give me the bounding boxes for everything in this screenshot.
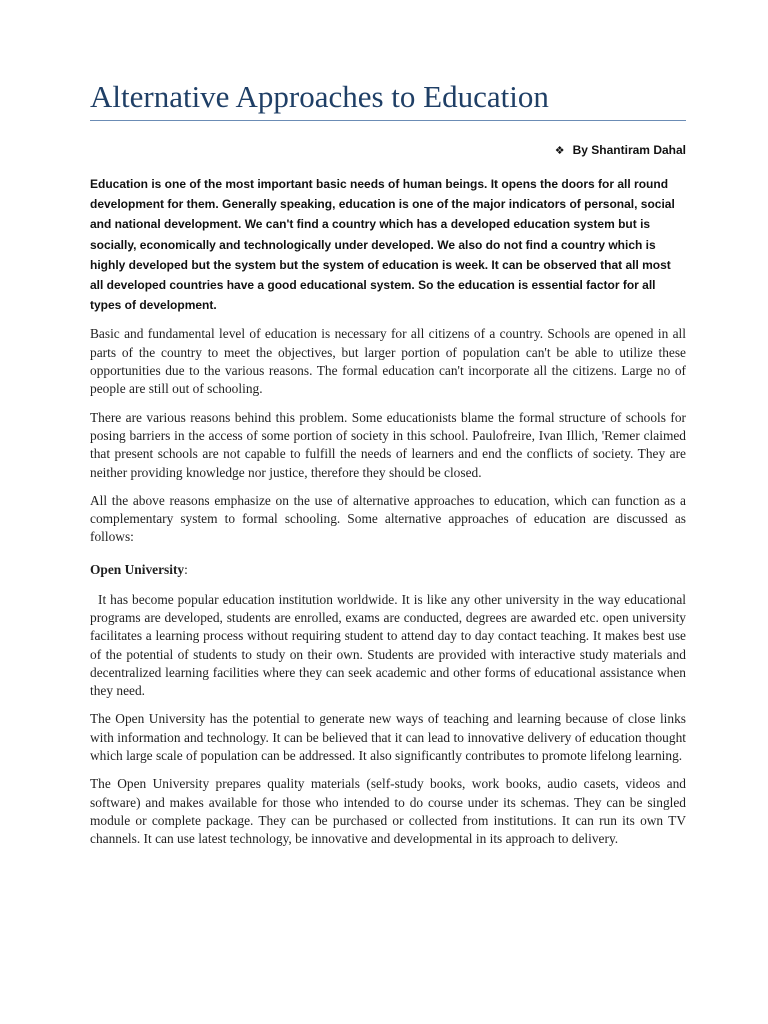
body-paragraph-3: All the above reasons emphasize on the use of alternative approaches to education, which can function as a complementary system to formal schooling. Some alternative approaches of education are discussed as follows: [90, 492, 686, 545]
byline-author: By Shantiram Dahal [572, 143, 686, 157]
intro-paragraph: Education is one of the most important basic needs of human beings. It opens the doors for all round development for them. Generally speaking, education is one of the major indicators of personal, social and national development. We can't find a country which has a developed education system but is socially, economically and technologically under developed. We also do not find a country which is highly developed but the system but the system of education is week. It can be observed that all most all developed countries have a good educational system. So the education is essential factor for all types of development. [90, 177, 675, 313]
section-paragraph-3: The Open University prepares quality materials (self-study books, work books, audio casets, videos and software) and makes available for those who intended to do course under its schemas. They can be singled module or complete package. They can be purchased or collected from institutions. It can run its own TV channels. It can use latest technology, be innovative and developmental in its approach to delivery. [90, 776, 686, 847]
section-heading [90, 561, 686, 579]
section-paragraph-1: It has become popular education institution worldwide. It is like any other university in the way educational programs are developed, students are enrolled, exams are conducted, degrees are awarded etc. open university facilitates a learning process without requiring student to attend day to day contact teaching. It makes best use of the potential of students to study on their own. Students are provided with interactive study materials and decentralized learning facilities where they can seek academic and other forms of educational assistance when they need. [90, 591, 686, 699]
body-paragraph-1: Basic and fundamental level of education is necessary for all citizens of a country. Schools are opened in all parts of the country to meet the objectives, but larger portion of population can't be able to utilize these opportunities due to the various reasons. The formal education can't incorporate all the citizens. Large no of people are still out of schooling. [90, 326, 686, 397]
section-heading-colon: : [184, 561, 188, 577]
byline [90, 142, 686, 158]
diamond-bullet-icon: ❖ [554, 145, 565, 157]
title-underline [90, 120, 686, 121]
body-paragraph-2: There are various reasons behind this problem. Some educationists blame the formal structure of schools for posing barriers in the access of some portion of society in this school. Paulofreire, Ivan Illich, 'Remer claimed that present schools are not capable to fulfill the needs of learners and end the conflicts of society. They are neither providing knowledge nor justice, therefore they should be closed. [90, 409, 686, 480]
section-heading-text: Open University [90, 561, 185, 577]
section-paragraph-2: The Open University has the potential to generate new ways of teaching and learning because of close links with information and technology. It can be believed that it can lead to innovative delivery of education thought which large scale of population can be addressed. It also significantly contributes to promote lifelong learning. [90, 711, 686, 764]
document-title: Alternative Approaches to Education [90, 79, 549, 114]
